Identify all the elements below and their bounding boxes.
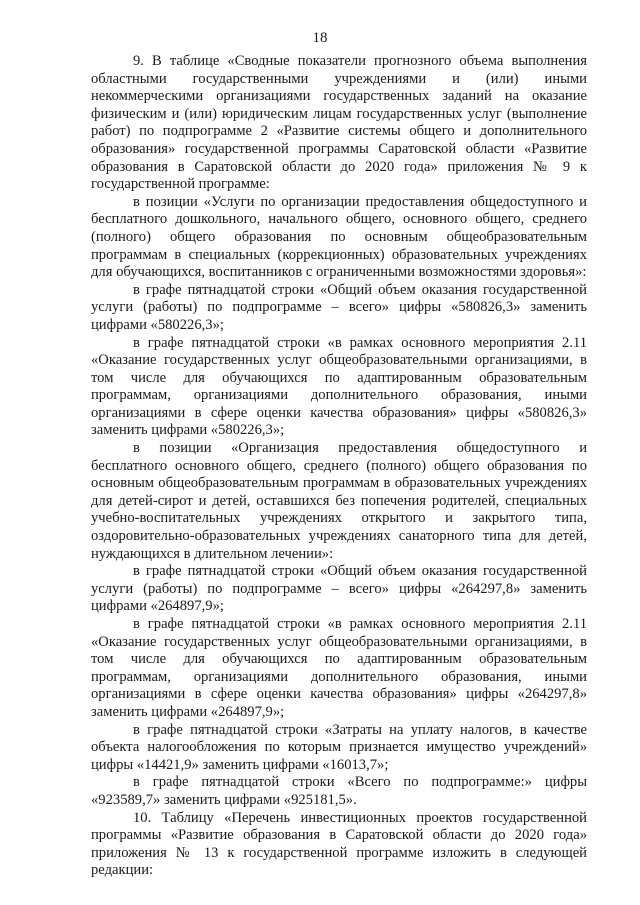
page-number: 18 — [312, 30, 328, 46]
paragraph-tax-replacement: в графе пятнадцатой строки «Затраты на уплату налогов, в качестве объекта налогообложения по которым признается имущество учреждений» цифры «14421,9» заменить цифрами «16013,7»; — [91, 721, 587, 773]
paragraph-total-replacement-2: в графе пятнадцатой строки «Общий объем оказания государственной услуги (работы) по подпрограмме – всего» цифры «264297,8» заменить цифрами «264897,9»; — [91, 563, 587, 615]
paragraph-subprogram-total-replacement: в графе пятнадцатой строки «Всего по подпрограмме:» цифры «923589,7» заменить цифрами «925181,5». — [91, 774, 587, 808]
document-body — [91, 53, 587, 880]
paragraph-position-orphans: в позиции «Организация предоставления общедоступного и бесплатного основного общего, среднего (полного) общего образования по основным общеобразовательным программам в образовательных учреждениях для детей-сирот и детей, оставшихся без попечения родителей, специальных учебно-воспитательных учреждениях открытого и закрытого типа, оздоровительно-образовательных учреждениях санаторного типа для детей, нуждающихся в длительном лечении»: — [91, 440, 587, 562]
paragraph-activity-replacement-1: в графе пятнадцатой строки «в рамках основного мероприятия 2.11 «Оказание государственных услуг общеобразовательными организациями, в том числе для обучающихся по адаптированным образовательным программам, организациями дополнительного образования, иными организациями в сфере оценки качества образования» цифры «580826,3» заменить цифрами «580226,3»; — [91, 334, 587, 439]
paragraph-total-replacement-1: в графе пятнадцатой строки «Общий объем оказания государственной услуги (работы) по подпрограмме – всего» цифры «580826,3» заменить цифрами «580226,3»; — [91, 281, 587, 333]
paragraph-item-10: 10. Таблицу «Перечень инвестиционных проектов государственной программы «Развитие образования в Саратовской области до 2020 года» приложения № 13 к государственной программе изложить в следующей редакции: — [91, 809, 587, 879]
paragraph-position-preschool: в позиции «Услуги по организации предоставления общедоступного и бесплатного дошкольного, начального общего, основного общего, среднего (полного) общего образования по основным общеобразовательным программам в специальных (коррекционных) образовательных учреждениях для обучающихся, воспитанников с ограниченными возможностями здоровья»: — [91, 193, 587, 281]
paragraph-item-9: 9. В таблице «Сводные показатели прогнозного объема выполнения областными государственными учреждениями и (или) иными некоммерческими организациями государственных заданий на оказание физическим и (или) юридическим лицам государственных услуг (выполнение работ) по подпрограмме 2 «Развитие системы общего и дополнительного образования» государственной программы Саратовской области «Развитие образования в Саратовской области до 2020 года» приложения № 9 к государственной программе: — [91, 53, 587, 193]
paragraph-activity-replacement-2: в графе пятнадцатой строки «в рамках основного мероприятия 2.11 «Оказание государственных услуг общеобразовательными организациями, в том числе для обучающихся по адаптированным образовательным программам, организациями дополнительного образования, иными организациями в сфере оценки качества образования» цифры «264297,8» заменить цифрами «264897,9»; — [91, 616, 587, 720]
